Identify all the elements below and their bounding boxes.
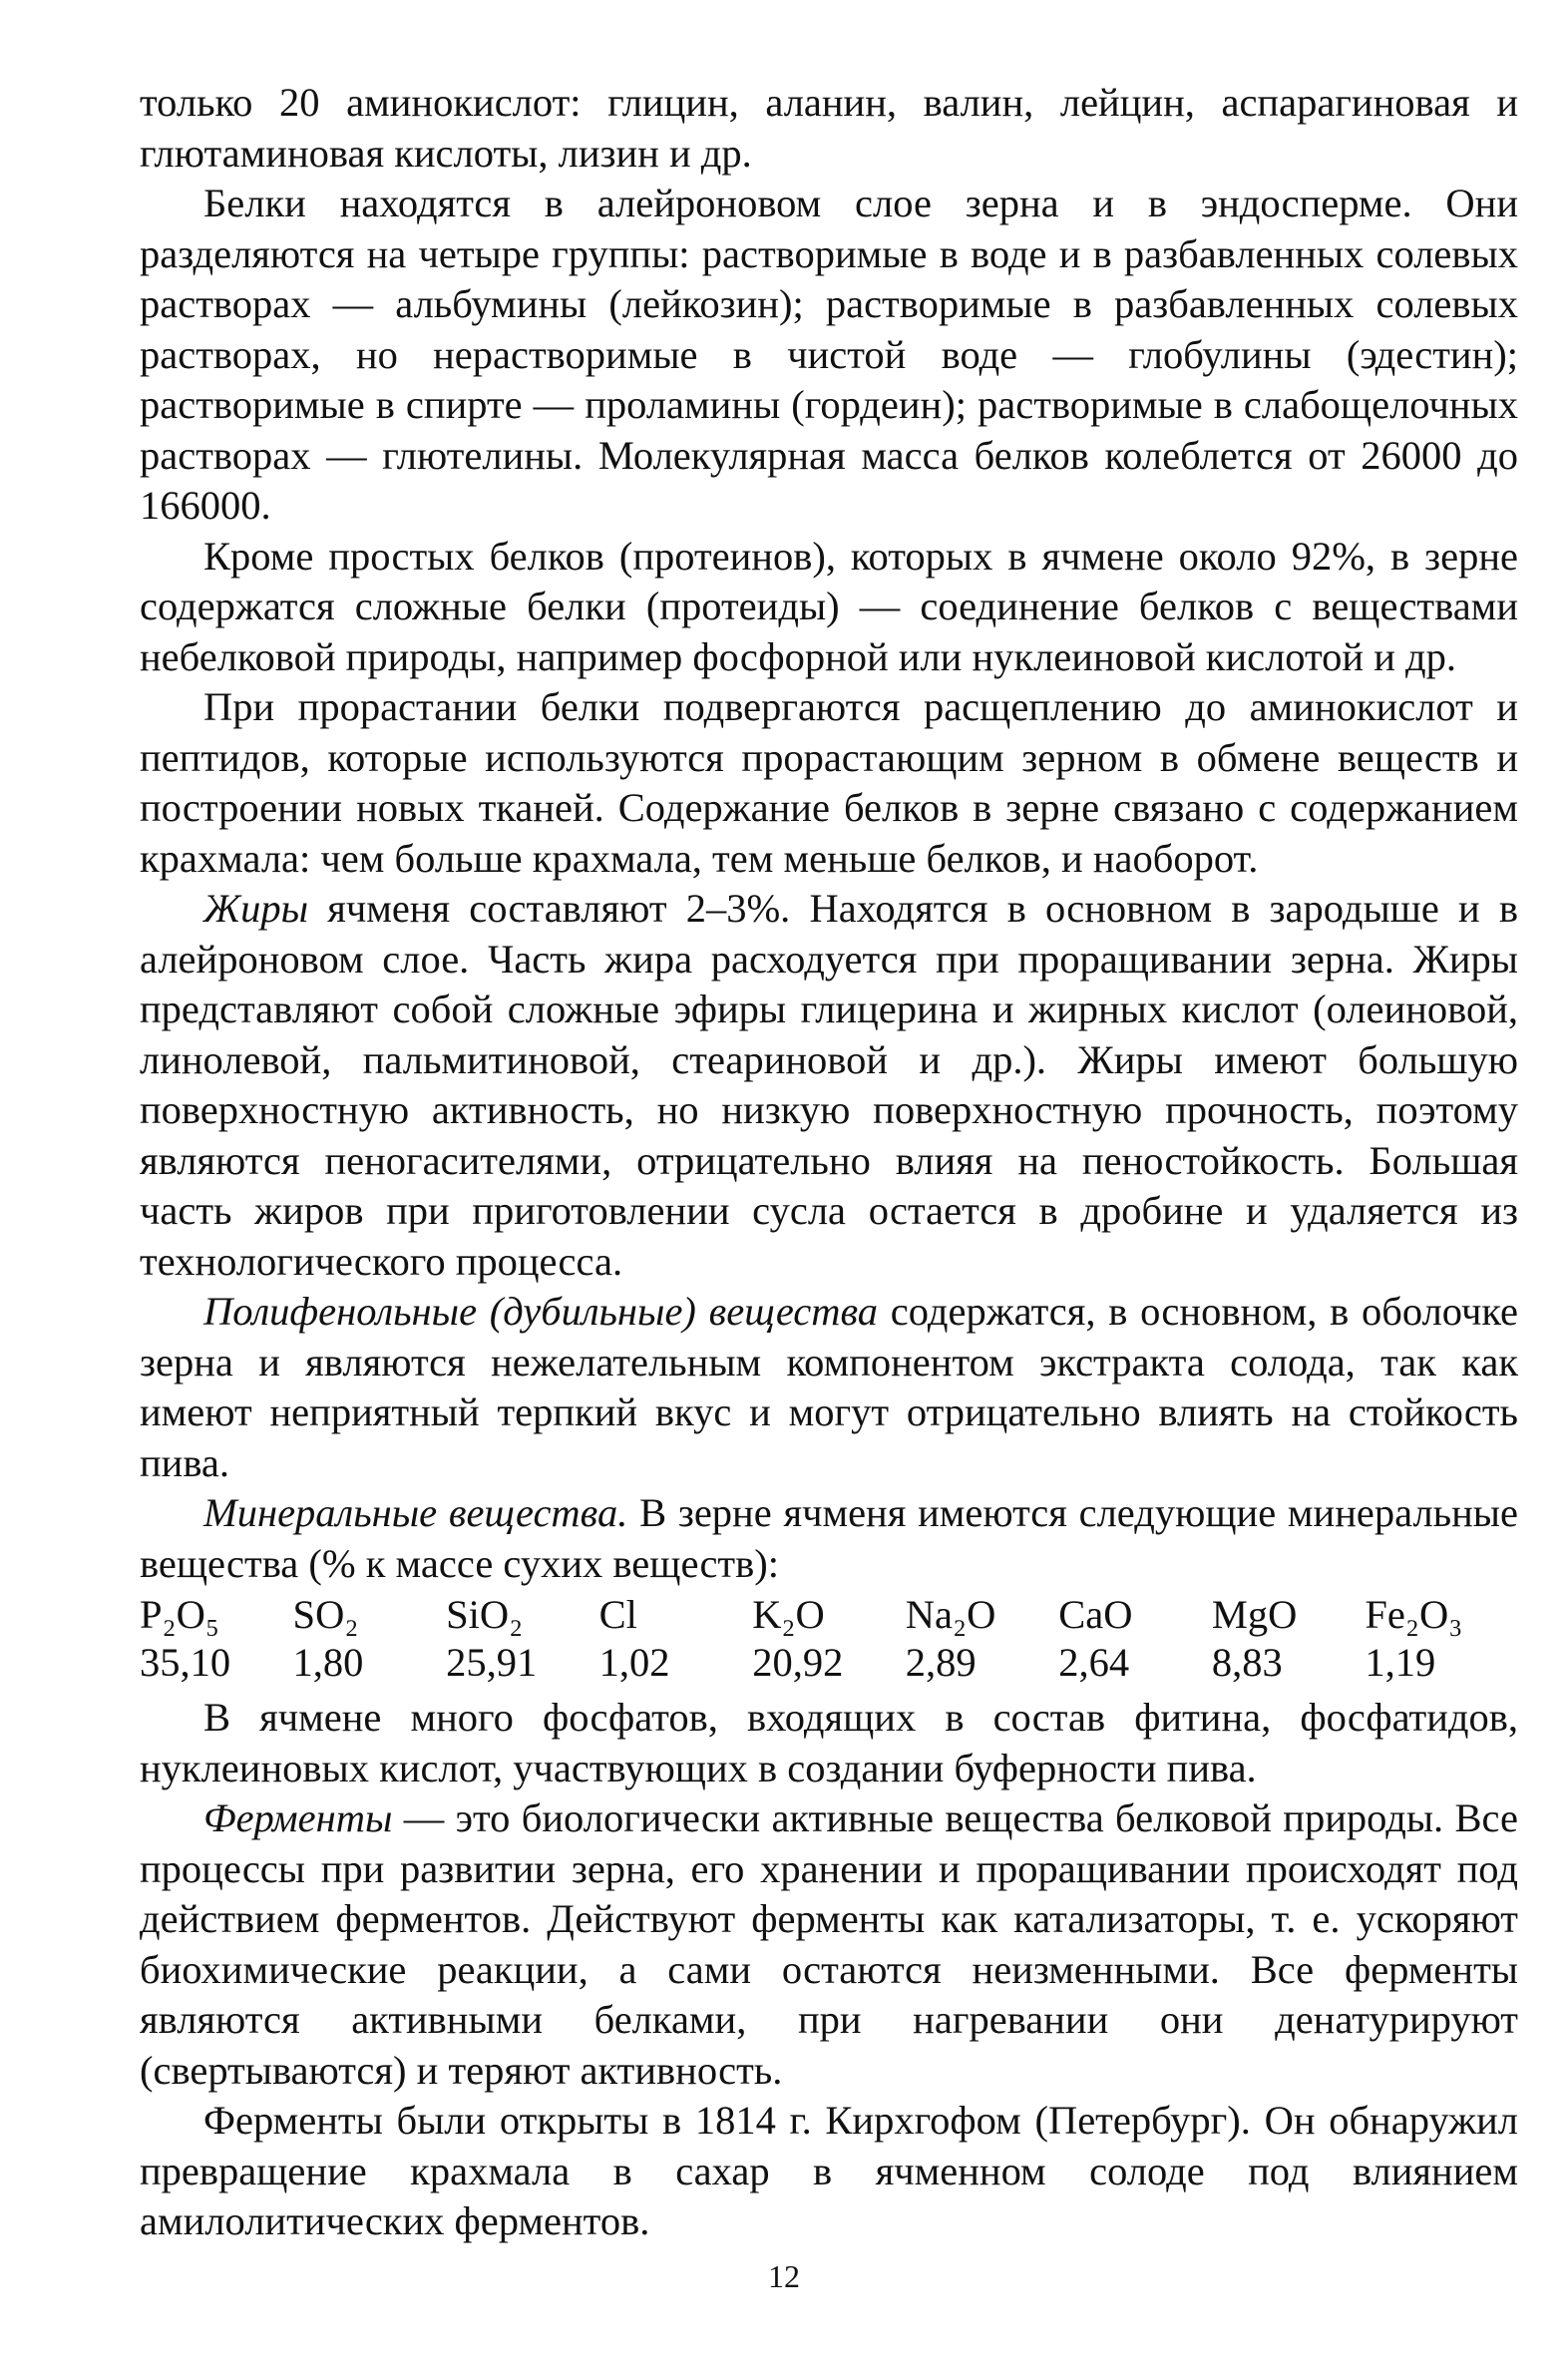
value-k2o: 20,92 (752, 1640, 844, 1685)
term-enzymes: Ферменты (203, 1795, 393, 1840)
paragraph-polyphenols: Полифенольные (дубильные) вещества содержатся, в основном, в оболочке зерна и являются нежелательным компонентом экстракта солода, так как имеют неприятный терпкий вкус и могут отрицательно влиять на стойкость пива. (140, 1289, 1519, 1485)
paragraph-minerals: Минеральные вещества. В зерне ячменя имеются следующие минеральные вещества (% к массе сухих веществ): (140, 1490, 1518, 1586)
paragraph-complex-proteins: Кроме простых белков (протеинов), которых в ячмене около 92%, в зерне содержатся сложные белки (протеиды) — соединение белков с веществами небелковой природы, например фосфорной или нуклеиновой кислотой и др. (140, 533, 1518, 679)
paragraph-germination: При прорастании белки подвергаются расщеплению до аминокислот и пептидов, которые используются прорастающим зерном в обмене веществ и построении новых тканей. Содержание белков в зерне связано с содержанием крахмала: чем больше крахмала, тем меньше белков, и наоборот. (140, 684, 1518, 881)
minerals-formula-row (140, 1591, 1518, 1639)
term-fats: Жиры (203, 886, 309, 931)
value-cao: 2,64 (1058, 1640, 1130, 1685)
value-fe2o3: 1,19 (1365, 1640, 1436, 1685)
formula-so2: SO₂ (292, 1592, 359, 1637)
value-p2o5: 35,10 (140, 1640, 231, 1685)
term-polyphenols: Полифенольные (дубильные) вещества (203, 1289, 879, 1334)
minerals-value-row (140, 1639, 1518, 1687)
formula-k2o: K₂O (752, 1592, 825, 1637)
paragraph-enzymes-discovery: Ферменты были открыты в 1814 г. Кирхгофом (Петербург). Он обнаружил превращение крахмала в сахар в ячменном солоде под влиянием амилолитических ферментов. (140, 2098, 1518, 2243)
formula-fe2o3: Fe₂O₃ (1365, 1592, 1463, 1637)
formula-p2o5: P₂O₅ (140, 1592, 220, 1637)
paragraph-enzymes: Ферменты — это биологически активные вещества белковой природы. Все процессы при развитии зерна, его хранении и проращивании происходят под действием ферментов. Действуют ферменты как катализаторы, т. е. ускоряют биохимические реакции, а сами остаются неизменными. Все ферменты являются активными белками, при нагревании они денатурируют (свертываются) и теряют активность. (140, 1795, 1518, 2093)
term-minerals: Минеральные вещества. (203, 1490, 628, 1535)
value-cl: 1,02 (598, 1640, 670, 1685)
minerals-table (140, 1591, 1518, 1687)
value-mgo: 8,83 (1211, 1640, 1283, 1685)
value-so2: 1,80 (292, 1640, 364, 1685)
paragraph-phosphates: В ячмене много фосфатов, входящих в состав фитина, фосфатидов, нуклеиновых кислот, участвующих в создании буферности пива. (140, 1695, 1518, 1790)
page-number: 12 (768, 2258, 800, 2294)
paragraph-fats: Жиры ячменя составляют 2–3%. Находятся в основном в зародыше и в алейроновом слое. Часть жира расходуется при проращивании зерна. Жиры представляют собой сложные эфиры глицерина и жирных кислот (олеиновой, линолевой, пальмитиновой, стеариновой и др.). Жиры имеют большую поверхностную активность, но низкую поверхностную прочность, поэтому являются пеногасителями, отрицательно влияя на пеностойкость. Большая часть жиров при приготовлении сусла остается в дробине и удаляется из технологического процесса. (140, 886, 1518, 1284)
formula-cao: CaO (1058, 1592, 1133, 1637)
formula-na2o: Na₂O (905, 1592, 996, 1637)
body-text (140, 78, 1518, 2247)
formula-sio2: SiO₂ (446, 1592, 524, 1637)
formula-cl: Cl (598, 1592, 637, 1637)
paragraph-amino-acids: только 20 аминокислот: глицин, аланин, валин, лейцин, аспарагиновая и глютаминовая кислоты, лизин и др. (140, 80, 1518, 176)
paragraph-proteins-groups: Белки находятся в алейроновом слое зерна и в эндосперме. Они разделяются на четыре группы: растворимые в воде и в разбавленных солевых растворах — альбумины (лейкозин); растворимые в разбавленных солевых растворах, но нерастворимые в чистой воде — глобулины (эдестин); растворимые в спирте — проламины (гордеин); растворимые в слабощелочных растворах — глютелины. Молекулярная масса белков колеблется от 26000 до 166000. (140, 181, 1518, 528)
value-na2o: 2,89 (905, 1640, 977, 1685)
formula-mgo: MgO (1211, 1592, 1298, 1637)
value-sio2: 25,91 (446, 1640, 538, 1685)
